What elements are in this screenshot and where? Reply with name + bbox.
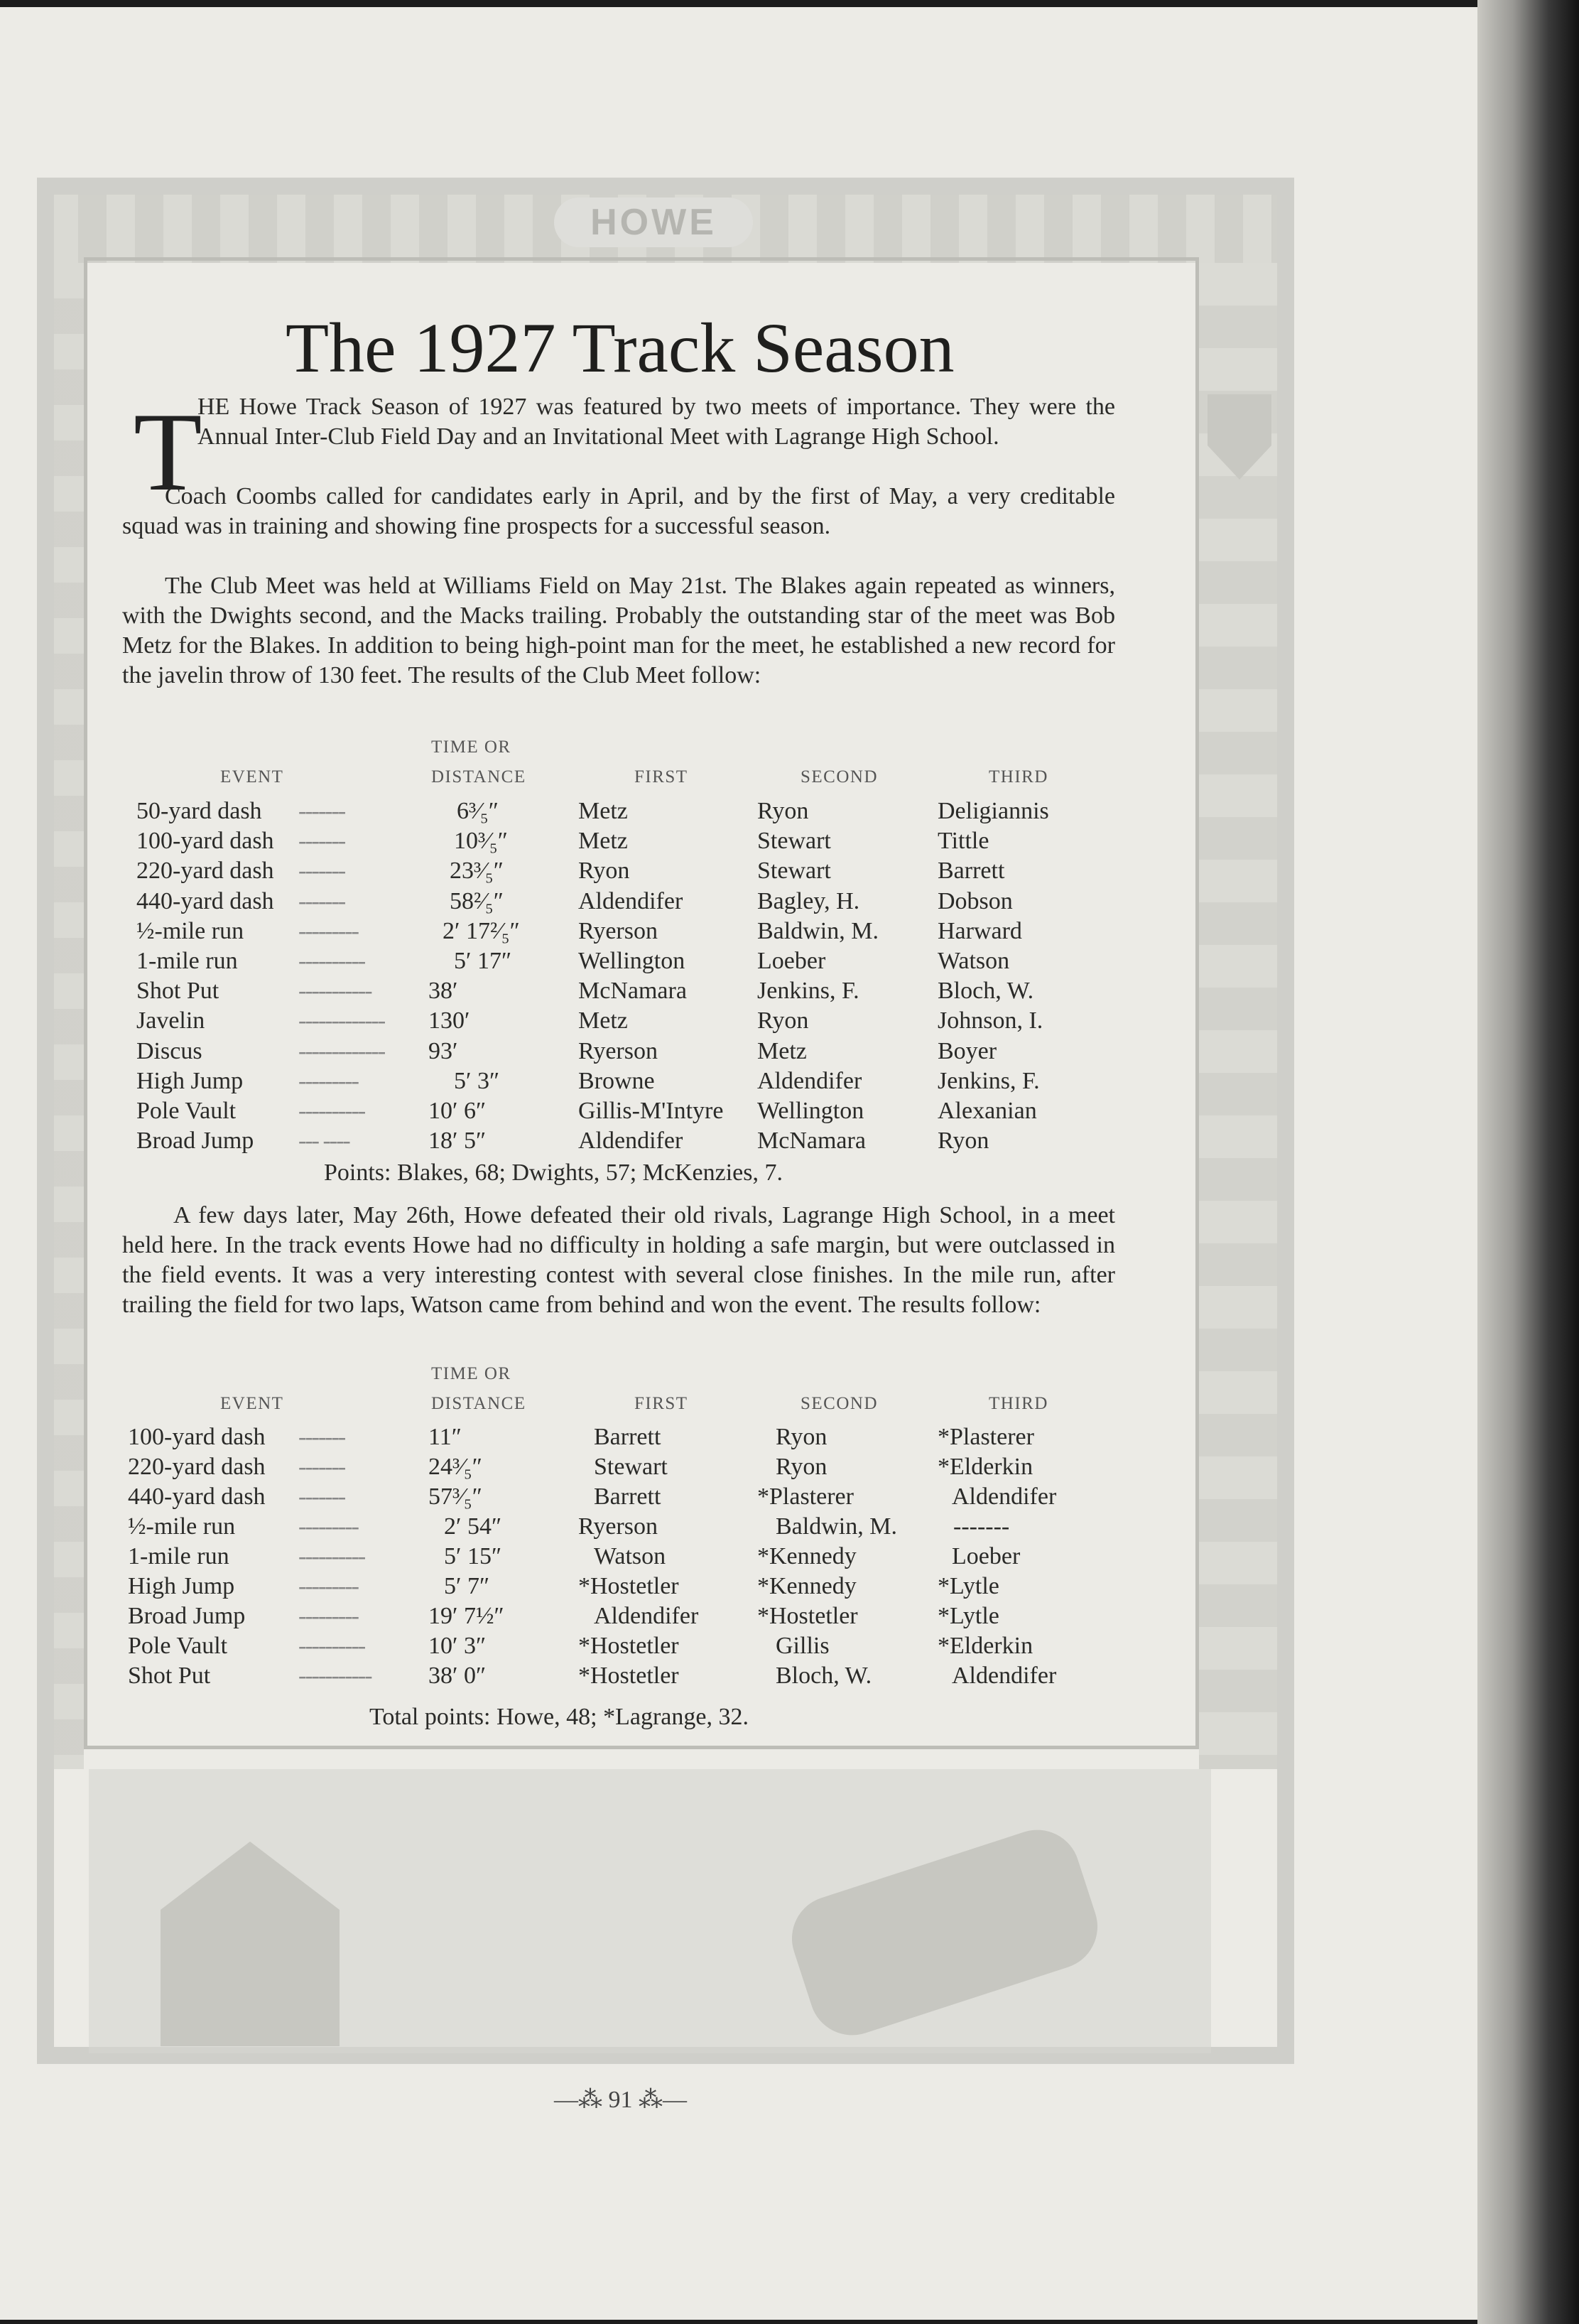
book-spine <box>1477 0 1579 2324</box>
cell-event: Shot Put <box>128 1663 211 1689</box>
cell-first: Aldendifer <box>594 1603 699 1629</box>
cell-second: Baldwin, M. <box>757 917 879 944</box>
cell-event: 1-mile run <box>128 1543 229 1569</box>
cell-third: Ryon <box>938 1128 989 1155</box>
cell-leader: ----------- <box>298 978 371 1005</box>
cell-second: McNamara <box>757 1128 866 1155</box>
cell-first: Watson <box>594 1543 666 1569</box>
cell-leader: --------- <box>298 1067 358 1094</box>
cell-leader: ---------- <box>298 1543 365 1569</box>
cell-event: 220-yard dash <box>128 1454 266 1480</box>
cell-first: Wellington <box>578 948 685 974</box>
cell-time: 6³⁄₅″ <box>457 798 499 824</box>
cell-second: *Kennedy <box>757 1573 857 1599</box>
header-second: SECOND <box>801 1394 879 1413</box>
header-third: THIRD <box>989 767 1048 787</box>
cell-leader: ------------- <box>298 1007 385 1034</box>
cell-time: 10′ 6″ <box>428 1098 487 1124</box>
cell-event: 100-yard dash <box>136 828 274 855</box>
cell-first: Metz <box>578 1007 628 1034</box>
cell-leader: ---------- <box>298 1098 365 1124</box>
cell-third: Watson <box>938 948 1010 974</box>
cell-event: ½-mile run <box>136 917 244 944</box>
cell-first: Browne <box>578 1067 655 1094</box>
cell-third: Deligiannis <box>938 798 1049 824</box>
cell-time: 38′ 0″ <box>428 1663 487 1689</box>
cell-third: Tittle <box>938 828 989 855</box>
cell-leader: ------- <box>298 1424 345 1450</box>
cell-second: Jenkins, F. <box>757 978 859 1005</box>
cell-leader: --------- <box>298 1513 358 1540</box>
cell-second: *Plasterer <box>757 1483 854 1510</box>
cell-first: Ryerson <box>578 917 658 944</box>
cell-time: 130′ <box>428 1007 470 1034</box>
cell-event: ½-mile run <box>128 1513 236 1540</box>
cell-leader: ---------- <box>298 1633 365 1659</box>
header-distance: DISTANCE <box>431 1394 526 1413</box>
cell-leader: ------- <box>298 828 345 855</box>
cell-first: Aldendifer <box>578 1128 683 1155</box>
cell-third: Dobson <box>938 887 1013 914</box>
cell-event: Pole Vault <box>136 1098 237 1124</box>
cell-leader: ------- <box>298 1454 345 1480</box>
cell-time: 58²⁄₅″ <box>450 887 504 914</box>
cell-time: 11″ <box>428 1424 462 1450</box>
cell-first: *Hostetler <box>578 1633 679 1659</box>
cell-first: Barrett <box>594 1424 661 1450</box>
cell-leader: ------------- <box>298 1037 385 1064</box>
cell-first: Gillis-M'Intyre <box>578 1098 724 1124</box>
cell-third: Jenkins, F. <box>938 1067 1040 1094</box>
cell-leader: ------- <box>298 1483 345 1510</box>
cell-event: High Jump <box>136 1067 244 1094</box>
cell-time: 57³⁄₅″ <box>428 1483 482 1510</box>
cell-first: Ryerson <box>578 1513 658 1540</box>
cell-second: Baldwin, M. <box>776 1513 897 1540</box>
cell-event: Pole Vault <box>128 1633 228 1659</box>
header-first: FIRST <box>634 767 688 787</box>
cell-leader: ------- <box>298 887 345 914</box>
cell-third: Alexanian <box>938 1098 1037 1124</box>
cell-second: Loeber <box>757 948 826 974</box>
cell-third: ------- <box>953 1513 1010 1540</box>
cell-event: 100-yard dash <box>128 1424 266 1450</box>
cell-second: Ryon <box>757 1007 809 1034</box>
cell-leader: --- ---- <box>298 1128 349 1155</box>
cell-second: Ryon <box>776 1424 828 1450</box>
cell-event: Javelin <box>136 1007 205 1034</box>
cell-leader: ----------- <box>298 1663 371 1689</box>
cell-third: Barrett <box>938 858 1005 885</box>
cell-time: 5′ 17″ <box>454 948 512 974</box>
cell-third: *Lytle <box>938 1603 999 1629</box>
cell-first: Aldendifer <box>578 887 683 914</box>
cell-second: Ryon <box>776 1454 828 1480</box>
cell-third: Johnson, I. <box>938 1007 1043 1034</box>
paragraph-club-meet: The Club Meet was held at Williams Field on May 21st. The Blakes again repeated as winners, with the Dwights second, and the Macks trailing. Probably the outstanding star of the meet was Bob Metz for the Blakes. In addition to being high-point man for the meet, he established a new record for the javelin throw of 130 feet. The results of the Club Meet follow: <box>122 573 1115 688</box>
cell-event: 220-yard dash <box>136 858 274 885</box>
cell-third: *Lytle <box>938 1573 999 1599</box>
cell-first: *Hostetler <box>578 1573 679 1599</box>
cell-first: Metz <box>578 798 628 824</box>
cell-time: 38′ <box>428 978 458 1005</box>
header-time-top: TIME OR <box>431 737 511 757</box>
cell-time: 10′ 3″ <box>428 1633 487 1659</box>
cell-second: Ryon <box>757 798 809 824</box>
cell-time: 18′ 5″ <box>428 1128 487 1155</box>
cell-third: Aldendifer <box>952 1663 1057 1689</box>
cell-second: Gillis <box>776 1633 830 1659</box>
cell-third: *Elderkin <box>938 1454 1033 1480</box>
club-meet-points: Points: Blakes, 68; Dwights, 57; McKenzies, 7. <box>324 1160 783 1186</box>
cell-second: *Kennedy <box>757 1543 857 1569</box>
cell-time: 5′ 15″ <box>444 1543 502 1569</box>
cell-time: 5′ 7″ <box>444 1573 490 1599</box>
cell-leader: --------- <box>298 917 358 944</box>
cell-event: 1-mile run <box>136 948 238 974</box>
cell-second: Stewart <box>757 858 831 885</box>
drop-cap: T <box>134 390 202 514</box>
page-title: The 1927 Track Season <box>286 308 955 387</box>
paragraph-coach: Coach Coombs called for candidates early in April, and by the first of May, a very creditable squad was in training and showing fine prospects for a successful season. <box>122 483 1115 539</box>
cell-third: *Plasterer <box>938 1424 1034 1450</box>
cell-leader: --------- <box>298 1573 358 1599</box>
cell-third: Aldendifer <box>952 1483 1057 1510</box>
cell-event: Discus <box>136 1037 202 1064</box>
cell-second: Bloch, W. <box>776 1663 872 1689</box>
cell-time: 2′ 17²⁄₅″ <box>443 917 520 944</box>
cell-event: Broad Jump <box>128 1603 246 1629</box>
cell-first: Barrett <box>594 1483 661 1510</box>
cell-second: Bagley, H. <box>757 887 860 914</box>
cell-first: *Hostetler <box>578 1663 679 1689</box>
cell-event: Shot Put <box>136 978 219 1005</box>
lagrange-meet-points: Total points: Howe, 48; *Lagrange, 32. <box>369 1704 749 1730</box>
cell-third: Loeber <box>952 1543 1021 1569</box>
cell-third: Boyer <box>938 1037 997 1064</box>
cell-event: 440-yard dash <box>136 887 274 914</box>
paragraph-lagrange-meet: A few days later, May 26th, Howe defeated their old rivals, Lagrange High School, in a meet held here. In the track events Howe had no difficulty in holding a safe margin, but were outclassed in the field events. It was a very interesting contest with several close finishes. In the mile run, after trailing the field for two laps, Watson came from behind and won the event. The results follow: <box>122 1202 1115 1318</box>
page-number: —⁂ 91 ⁂— <box>554 2087 687 2113</box>
cell-second: Stewart <box>757 828 831 855</box>
cell-time: 2′ 54″ <box>444 1513 502 1540</box>
header-event: EVENT <box>220 1394 284 1413</box>
cell-event: 50-yard dash <box>136 798 262 824</box>
header-time-top: TIME OR <box>431 1364 511 1383</box>
cell-time: 24³⁄₅″ <box>428 1454 482 1480</box>
cell-event: Broad Jump <box>136 1128 254 1155</box>
cell-time: 93′ <box>428 1037 458 1064</box>
cell-time: 23³⁄₅″ <box>450 858 504 885</box>
cell-second: Aldendifer <box>757 1067 862 1094</box>
cell-first: Ryon <box>578 858 630 885</box>
cell-time: 10³⁄₅″ <box>454 828 508 855</box>
cell-event: High Jump <box>128 1573 235 1599</box>
cell-third: *Elderkin <box>938 1633 1033 1659</box>
cell-third: Bloch, W. <box>938 978 1034 1005</box>
cell-time: 5′ 3″ <box>454 1067 500 1094</box>
cell-time: 19′ 7½″ <box>428 1603 504 1629</box>
cell-leader: ------- <box>298 858 345 885</box>
cell-event: 440-yard dash <box>128 1483 266 1510</box>
cell-leader: --------- <box>298 1603 358 1629</box>
howe-emblem: HOWE <box>554 198 753 247</box>
header-third: THIRD <box>989 1394 1048 1413</box>
cell-leader: ---------- <box>298 948 365 974</box>
header-event: EVENT <box>220 767 284 787</box>
header-first: FIRST <box>634 1394 688 1413</box>
cell-leader: ------- <box>298 798 345 824</box>
cell-first: Stewart <box>594 1454 668 1480</box>
cell-first: Ryerson <box>578 1037 658 1064</box>
header-distance: DISTANCE <box>431 767 526 787</box>
cell-second: *Hostetler <box>757 1603 858 1629</box>
cell-first: McNamara <box>578 978 687 1005</box>
header-second: SECOND <box>801 767 879 787</box>
cell-third: Harward <box>938 917 1022 944</box>
paragraph-intro: HE Howe Track Season of 1927 was featured by two meets of importance. They were the Annual Inter-Club Field Day and an Invitational Meet with Lagrange High School. <box>197 394 1115 450</box>
cell-first: Metz <box>578 828 628 855</box>
cell-second: Metz <box>757 1037 807 1064</box>
cell-second: Wellington <box>757 1098 864 1124</box>
